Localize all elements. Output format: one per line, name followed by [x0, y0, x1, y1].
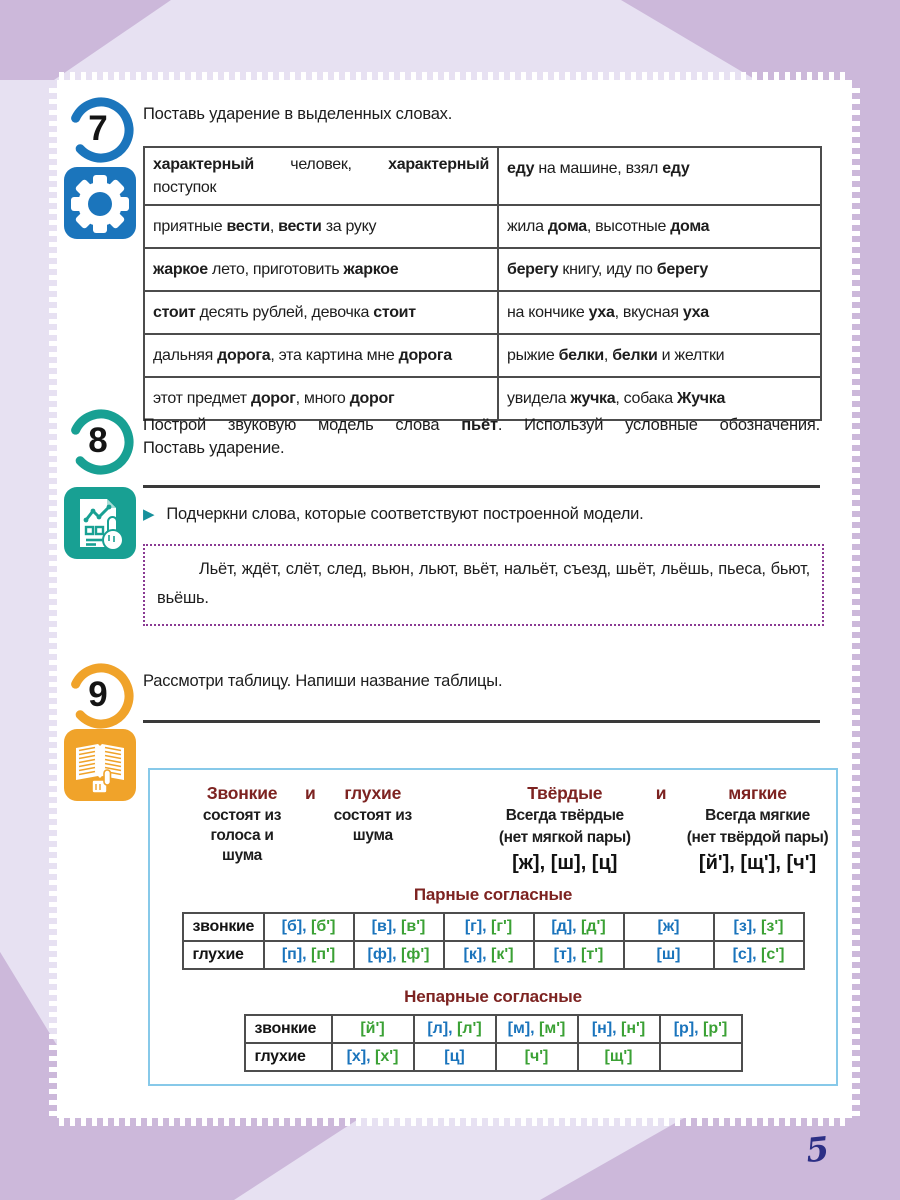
background-polygon — [0, 0, 900, 80]
table-row — [183, 913, 804, 941]
stamp-edge — [59, 72, 850, 80]
table-cell: берегу книгу, иду по берегу — [498, 248, 821, 291]
voiced-description: состоят из голоса и шума — [202, 807, 282, 865]
table-row — [144, 205, 821, 248]
paired-consonants-table — [182, 912, 805, 970]
chart-document-hand-icon — [63, 486, 137, 560]
word-list-box — [143, 544, 824, 626]
sound-cell: [л], [л'] — [414, 1015, 496, 1043]
table-cell: жила дома, высотные дома — [498, 205, 821, 248]
sound-cell: [ж] — [624, 913, 714, 941]
table-row — [144, 291, 821, 334]
soft-label: Всегда мягкие — [705, 807, 810, 824]
table-cell: дальняя дорога, эта картина мне дорога — [144, 334, 498, 377]
sound-cell: [ц] — [414, 1043, 496, 1071]
section-divider — [143, 485, 820, 488]
consonant-categories — [150, 770, 836, 875]
voiceless-heading: глухие — [344, 783, 402, 803]
stamp-edge — [852, 82, 860, 1116]
row-label: глухие — [183, 941, 264, 969]
sound-cell: [б], [б'] — [264, 913, 354, 941]
paired-consonants-title: Парные согласные — [413, 885, 573, 905]
sound-cell: [м], [м'] — [496, 1015, 578, 1043]
sound-cell: [ч'] — [496, 1043, 578, 1071]
background-polygon — [0, 1118, 900, 1200]
sound-cell: [щ'] — [578, 1043, 660, 1071]
play-triangle-icon: ▶ — [143, 506, 155, 523]
sound-cell: [з], [з'] — [714, 913, 804, 941]
unpaired-consonants-title: Непарные согласные — [404, 987, 582, 1007]
sound-cell: [х], [х'] — [332, 1043, 414, 1071]
exercise9-title: Рассмотри таблицу. Напиши название таблицы. — [143, 672, 503, 690]
soft-sounds: [й'], [щ'], [ч'] — [698, 852, 817, 875]
hard-label-note: (нет мягкой пары) — [498, 829, 631, 847]
exercise8-number: 8 — [88, 421, 108, 460]
stamp-edge — [59, 1118, 850, 1126]
exercise7-number: 7 — [88, 109, 108, 148]
exercise8-number-badge — [65, 406, 137, 478]
sound-cell: [г], [г'] — [444, 913, 534, 941]
hard-sounds: [ж], [ш], [ц] — [512, 852, 618, 875]
exercise9-number-badge — [65, 660, 137, 732]
table-cell: этот предмет дорог, много дорог — [144, 377, 498, 420]
stamp-edge — [49, 82, 57, 1116]
table-row — [144, 248, 821, 291]
section-divider — [143, 720, 820, 723]
exercise8-title — [143, 414, 820, 460]
table-cell: стоит десять рублей, девочка стоит — [144, 291, 498, 334]
and-separator: и — [305, 783, 316, 803]
subtask-row — [143, 505, 820, 524]
sound-cell: [д], [д'] — [534, 913, 624, 941]
and-separator: и — [655, 783, 667, 803]
sound-cell: [й'] — [332, 1015, 414, 1043]
unpaired-consonants-table — [244, 1014, 743, 1072]
row-label: звонкие — [183, 913, 264, 941]
table-cell: еду на машине, взял еду — [498, 147, 821, 205]
worksheet-page — [57, 80, 852, 1118]
hard-heading: Твёрдые — [527, 783, 603, 803]
exercise7-number-badge — [65, 94, 137, 166]
table-cell: увидела жучка, собака Жучка — [498, 377, 821, 420]
table-cell: жаркое лето, приготовить жаркое — [144, 248, 498, 291]
unpaired-consonants-section — [150, 987, 836, 1072]
table-cell: приятные вести, вести за руку — [144, 205, 498, 248]
table-cell: рыжие белки, белки и желтки — [498, 334, 821, 377]
table-row — [245, 1043, 742, 1071]
stress-words-table — [143, 146, 822, 421]
table-row — [144, 147, 821, 205]
title-line: Поставь ударение. — [143, 438, 285, 457]
soft-heading: мягкие — [728, 783, 787, 803]
sound-cell: [ш] — [624, 941, 714, 969]
title-line: Построй звуковую модель слова пьёт. Используй условные обозначения. — [143, 416, 820, 434]
page-number: 5 — [804, 1128, 831, 1171]
table-row — [245, 1015, 742, 1043]
hard-label: Всегда твёрдые — [505, 807, 624, 824]
open-book-hand-icon — [63, 728, 137, 802]
sound-cell: [ф], [ф'] — [354, 941, 444, 969]
sound-cell: [с], [с'] — [714, 941, 804, 969]
sound-cell: [в], [в'] — [354, 913, 444, 941]
table-row — [183, 941, 804, 969]
soft-label-note: (нет твёрдой пары) — [686, 829, 829, 847]
voiceless-description: состоят из шума — [333, 807, 412, 845]
voiced-voiceless-group — [186, 783, 423, 875]
sound-cell: [р], [р'] — [660, 1015, 742, 1043]
row-label: звонкие — [245, 1015, 332, 1043]
row-label: глухие — [245, 1043, 332, 1071]
exercise7-title: Поставь ударение в выделенных словах. — [143, 105, 453, 123]
consonants-reference-box — [148, 768, 838, 1086]
voiceless-column — [323, 783, 423, 846]
hard-soft-group — [481, 783, 842, 875]
gear-icon — [63, 166, 137, 240]
subtask-text: Подчеркни слова, которые соответствуют построенной модели. — [166, 505, 644, 523]
voiced-heading: Звонкие — [206, 783, 278, 803]
word-list: Льёт, ждёт, слёт, след, вьюн, льют, вьёт, нальёт, съезд, шьёт, льёшь, пьеса, бьют, вьёшь. — [157, 560, 810, 607]
voiced-column — [186, 783, 298, 866]
table-cell: на кончике уха, вкусная уха — [498, 291, 821, 334]
table-row — [144, 334, 821, 377]
sound-cell: [к], [к'] — [444, 941, 534, 969]
sound-cell: [п], [п'] — [264, 941, 354, 969]
hard-column — [481, 783, 649, 875]
sound-cell — [660, 1043, 742, 1071]
exercise9-number: 9 — [88, 675, 108, 714]
soft-column — [674, 783, 842, 875]
table-cell: характерный человек, характерный поступок — [144, 147, 498, 205]
sound-cell: [т], [т'] — [534, 941, 624, 969]
sound-cell: [н], [н'] — [578, 1015, 660, 1043]
paired-consonants-section — [150, 885, 836, 970]
